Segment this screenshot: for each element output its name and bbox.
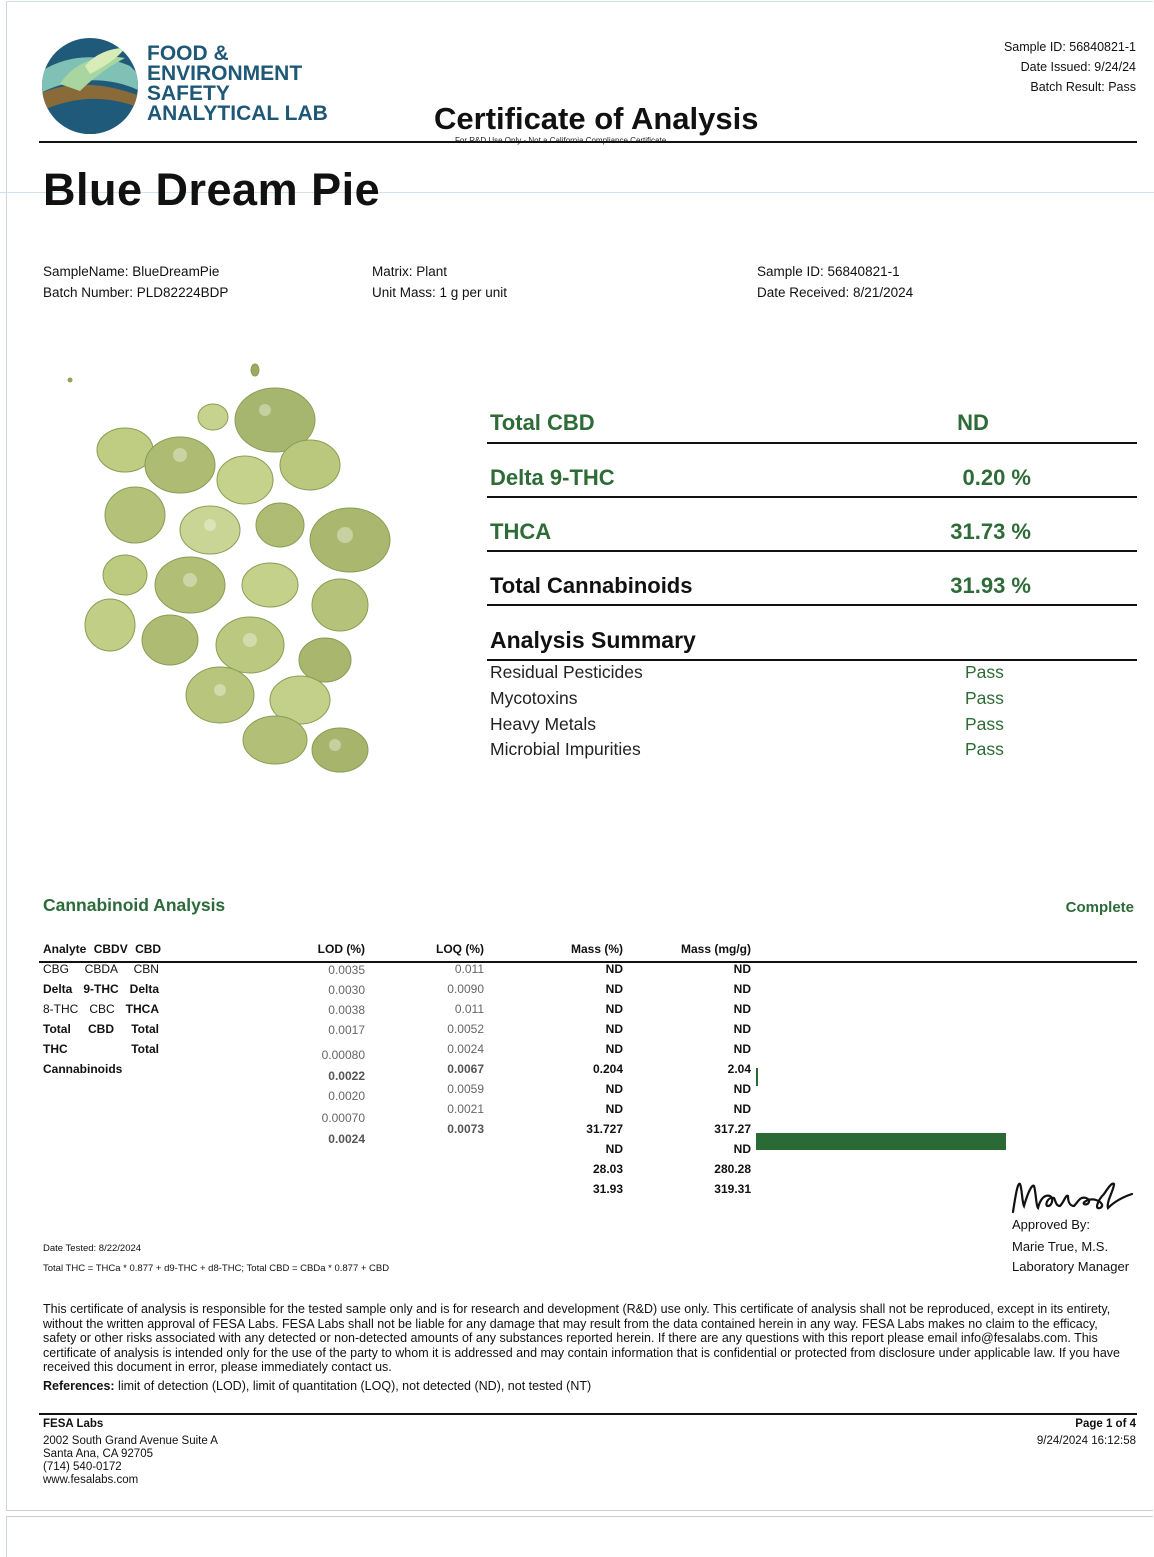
unit-mass: Unit Mass: 1 g per unit xyxy=(372,285,508,300)
approved-by-label: Approved By: xyxy=(1012,1217,1091,1232)
summary-rule-4 xyxy=(487,604,1137,606)
footer-address-2: Santa Ana, CA 92705 xyxy=(43,1448,153,1460)
next-page-edge xyxy=(6,1516,1153,1557)
analyte-word: Total xyxy=(131,1022,159,1036)
total-cannabinoids-label: Total Cannabinoids xyxy=(490,573,693,598)
analyte-word: CBC xyxy=(89,1002,115,1016)
analysis-summary-rule xyxy=(487,659,1137,661)
as-value-pesticides: Pass xyxy=(965,662,1004,682)
logo-wordmark xyxy=(147,44,328,124)
as-value-microbial: Pass xyxy=(965,739,1004,759)
mass-mg-cell: ND xyxy=(733,1082,751,1096)
info-col-3 xyxy=(757,261,913,303)
mass-mg-cell: ND xyxy=(733,1102,751,1116)
footer-company: FESA Labs xyxy=(43,1418,104,1430)
col-header-loq: LOQ (%) xyxy=(436,942,484,956)
analyte-line-2 xyxy=(43,982,159,996)
lod-cell: 0.0030 xyxy=(328,983,365,997)
analyte-word: CBD xyxy=(135,942,162,956)
analyte-line-6: Cannabinoids xyxy=(43,1062,123,1076)
analyte-word: CBD xyxy=(88,1022,114,1036)
footer-right xyxy=(1037,1418,1136,1448)
analyte-word: THC xyxy=(43,1042,68,1056)
mass-pct-cell: ND xyxy=(605,1042,623,1056)
mass-mg-cell: ND xyxy=(733,1022,751,1036)
header-batch-result: Batch Result: Pass xyxy=(1030,80,1136,94)
loq-cell: 0.0021 xyxy=(447,1102,484,1116)
mass-bar xyxy=(756,1133,1006,1150)
total-cbd-label: Total CBD xyxy=(490,410,595,435)
analyte-line-1 xyxy=(43,962,159,976)
d9-thc-label: Delta 9-THC xyxy=(490,465,615,490)
analyte-word: CBN xyxy=(133,962,159,976)
product-photo xyxy=(50,355,410,795)
total-formula: Total THC = THCa * 0.877 + d9-THC + d8-THC; Total CBD = CBDa * 0.877 + CBD xyxy=(43,1263,390,1274)
references xyxy=(43,1379,591,1393)
thca-label: THCA xyxy=(490,519,552,544)
logo-line-1: FOOD & xyxy=(147,42,229,65)
analyte-word: Delta xyxy=(129,982,159,996)
analyte-word: CBG xyxy=(43,962,70,976)
analyte-word: 8-THC xyxy=(43,1002,79,1016)
mass-mg-cell: 317.27 xyxy=(714,1122,751,1136)
info-sample-id: Sample ID: 56840821-1 xyxy=(757,264,900,279)
logo-line-3: SAFETY xyxy=(147,82,230,105)
footer-phone: (714) 540-0172 xyxy=(43,1461,122,1473)
loq-cell: 0.0024 xyxy=(447,1042,484,1056)
signature-image xyxy=(1008,1172,1136,1218)
total-cbd-value: ND xyxy=(957,410,989,435)
analyte-word: Total xyxy=(43,1022,71,1036)
mass-mg-cell: ND xyxy=(733,1142,751,1156)
date-tested: Date Tested: 8/22/2024 xyxy=(43,1243,142,1254)
lod-cell: 0.0038 xyxy=(328,1003,365,1017)
product-name: Blue Dream Pie xyxy=(43,164,381,215)
mass-mg-cell: ND xyxy=(733,982,751,996)
as-value-heavy-metals: Pass xyxy=(965,714,1004,734)
footer-address xyxy=(43,1418,218,1487)
d9-thc-value: 0.20 % xyxy=(962,465,1031,490)
loq-cell: 0.0067 xyxy=(447,1062,484,1076)
analysis-summary-title: Analysis Summary xyxy=(490,627,696,653)
header-meta xyxy=(1004,37,1136,97)
footer-address-1: 2002 South Grand Avenue Suite A xyxy=(43,1435,218,1447)
lod-cell: 0.0024 xyxy=(328,1132,365,1146)
lod-cell: 0.0020 xyxy=(328,1089,365,1103)
logo-line-2: ENVIRONMENT xyxy=(147,62,303,85)
as-label-microbial: Microbial Impurities xyxy=(490,739,641,759)
as-value-mycotoxins: Pass xyxy=(965,688,1004,708)
references-text: limit of detection (LOD), limit of quantitation (LOQ), not detected (ND), not tested (NT) xyxy=(114,1379,592,1393)
mass-pct-cell: ND xyxy=(605,962,623,976)
col-header-analyte xyxy=(43,942,161,956)
col-header-mass-mg: Mass (mg/g) xyxy=(680,942,751,956)
approver-name: Marie True, M.S. xyxy=(1012,1239,1109,1254)
as-label-mycotoxins: Mycotoxins xyxy=(490,688,578,708)
logo-line-4: ANALYTICAL LAB xyxy=(147,102,328,125)
mass-pct-cell: ND xyxy=(605,1102,623,1116)
summary-rule-1 xyxy=(487,442,1137,444)
loq-cell: 0.0059 xyxy=(447,1082,484,1096)
approver-role: Laboratory Manager xyxy=(1012,1259,1130,1274)
analyte-header-label: Analyte xyxy=(43,942,87,956)
loq-cell: 0.011 xyxy=(454,1002,484,1016)
info-col-2 xyxy=(372,261,507,303)
mass-mg-cell: 2.04 xyxy=(727,1062,751,1076)
footer-rule xyxy=(39,1413,1137,1415)
as-label-heavy-metals: Heavy Metals xyxy=(490,714,597,734)
mass-mg-cell: ND xyxy=(733,1042,751,1056)
cannabinoid-status: Complete xyxy=(1065,899,1134,916)
page-number: Page 1 of 4 xyxy=(1075,1418,1136,1430)
header-sample-id: Sample ID: 56840821-1 xyxy=(1003,40,1136,54)
as-label-pesticides: Residual Pesticides xyxy=(490,662,643,682)
analyte-word: Total xyxy=(131,1042,159,1056)
footer-timestamp: 9/24/2024 16:12:58 xyxy=(1036,1435,1136,1447)
thca-value: 31.73 % xyxy=(950,519,1031,544)
fesa-logo-icon xyxy=(40,36,140,136)
batch-number: Batch Number: PLD82224BDP xyxy=(43,285,229,300)
mass-pct-cell: ND xyxy=(605,1142,623,1156)
references-label: References: xyxy=(43,1379,115,1393)
disclaimer-text: This certificate of analysis is responsible for the tested sample only and is for research and development (R&D) use only. This certificate of analysis shall not be reproduced, except in its entirety, without the written approval of FESA Labs. FESA Labs shall not be liable for any damage that may result from the data contained herein in any way. FESA Labs makes no claim to the efficacy, safety or other risks associated with any detected or non-detected amounts of any substances reported herein. If there are any questions with this report please email info@fesalabs.com. This certificate of analysis is intended only for the use of the party to whom it is addressed and may contain information that is confidential or protected from disclosure under applicable law. If you have received this document in error, please immediately contact us. xyxy=(43,1302,1120,1374)
loq-cell: 0.0052 xyxy=(447,1022,484,1036)
mass-pct-cell: ND xyxy=(605,1082,623,1096)
loq-cell: 0.0073 xyxy=(447,1122,484,1136)
cannabinoid-analysis-title: Cannabinoid Analysis xyxy=(43,895,226,915)
loq-cell: 0.011 xyxy=(454,962,484,976)
total-cannabinoids-value: 31.93 % xyxy=(950,573,1031,598)
lod-cell: 0.0017 xyxy=(328,1023,365,1037)
mass-pct-cell: ND xyxy=(605,982,623,996)
document-title: Certificate of Analysis xyxy=(434,101,759,136)
matrix: Matrix: Plant xyxy=(372,264,448,279)
analyte-word: 9-THC xyxy=(83,982,119,996)
col-header-mass-pct: Mass (%) xyxy=(570,942,623,956)
info-col-1 xyxy=(43,261,228,303)
mass-pct-cell: ND xyxy=(605,1022,623,1036)
analyte-word: Delta xyxy=(43,982,73,996)
analyte-line-4 xyxy=(43,1022,159,1036)
analyte-line-5 xyxy=(43,1042,159,1056)
summary-rule-3 xyxy=(487,550,1137,552)
analyte-word: CBDV xyxy=(93,942,128,956)
loq-cell: 0.0090 xyxy=(447,982,484,996)
analyte-line-3 xyxy=(43,1002,159,1016)
analyte-word: CBDA xyxy=(84,962,118,976)
analyte-word: THCA xyxy=(125,1002,159,1016)
mass-pct-cell: 28.03 xyxy=(592,1162,623,1176)
mass-mg-cell: ND xyxy=(733,1002,751,1016)
mass-bar xyxy=(756,1068,758,1086)
header-rule xyxy=(39,141,1137,143)
lod-cell: 0.00070 xyxy=(321,1111,365,1125)
lod-cell: 0.00080 xyxy=(321,1048,365,1062)
lod-cell: 0.0035 xyxy=(328,963,365,977)
mass-mg-cell: 319.31 xyxy=(714,1182,751,1196)
mass-mg-cell: 280.28 xyxy=(714,1162,751,1176)
header-date-issued: Date Issued: 9/24/24 xyxy=(1020,60,1136,74)
mass-pct-cell: 31.727 xyxy=(586,1122,623,1136)
mass-pct-cell: 31.93 xyxy=(592,1182,623,1196)
sample-name: SampleName: BlueDreamPie xyxy=(43,264,220,279)
mass-mg-cell: ND xyxy=(733,962,751,976)
summary-rule-2 xyxy=(487,496,1137,498)
date-received: Date Received: 8/21/2024 xyxy=(757,285,914,300)
footer-website[interactable]: www.fesalabs.com xyxy=(43,1474,139,1486)
mass-pct-cell: ND xyxy=(605,1002,623,1016)
mass-pct-cell: 0.204 xyxy=(592,1062,623,1076)
lod-cell: 0.0022 xyxy=(328,1069,365,1083)
col-header-lod: LOD (%) xyxy=(317,942,365,956)
